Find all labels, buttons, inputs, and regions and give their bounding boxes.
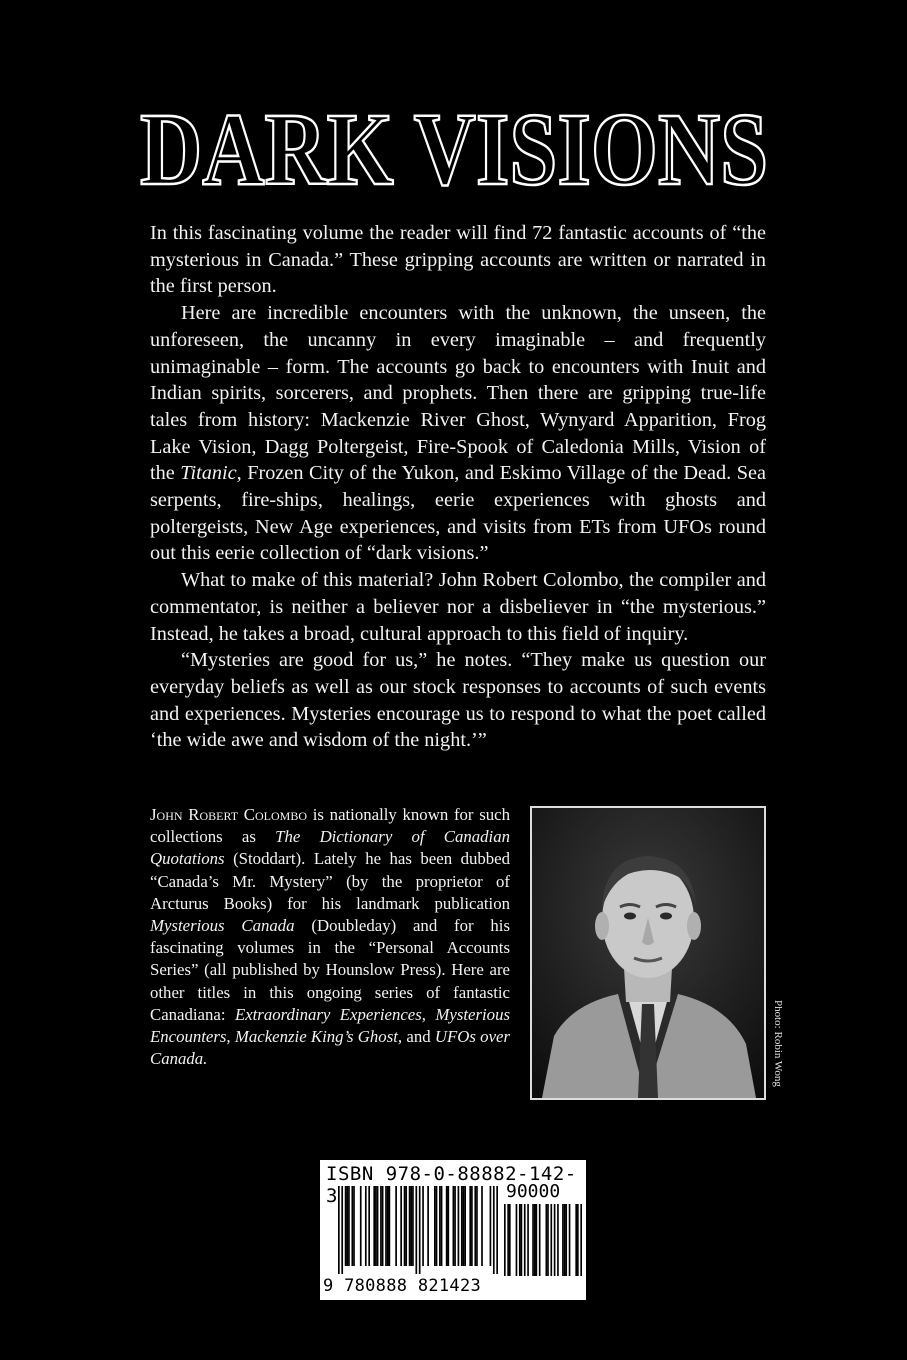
addon-bar [550, 1204, 552, 1276]
barcode-bar [377, 1186, 379, 1266]
barcode-bar [410, 1186, 412, 1266]
isbn-label: ISBN 978-0-88882-142-3 [326, 1163, 577, 1207]
addon-bars [504, 1204, 582, 1276]
addon-bar [577, 1204, 579, 1276]
barcode-bar [490, 1186, 492, 1266]
price-code: 90000 [506, 1181, 561, 1202]
barcode-bar [395, 1186, 397, 1266]
barcode-bar [447, 1186, 449, 1266]
addon-bar [516, 1204, 518, 1276]
barcode-bar [454, 1186, 456, 1266]
barcode-bar [469, 1186, 471, 1266]
bio-text-segment: Extraordinary Experiences, Mysterious Encounters, Mackenzie King’s Ghost, [150, 1004, 510, 1047]
barcode-bar [373, 1186, 375, 1266]
barcode-bar [474, 1186, 476, 1266]
barcode-bar [400, 1186, 402, 1266]
barcode-bar [446, 1186, 448, 1266]
addon-bar [565, 1204, 567, 1276]
addon-bar [509, 1204, 511, 1276]
description-text-segment: Titanic, [180, 462, 242, 485]
barcode-bar [422, 1186, 424, 1266]
addon-bar [536, 1204, 538, 1276]
barcode-bar [476, 1186, 478, 1266]
barcode-bar [436, 1186, 438, 1266]
addon-bar [557, 1204, 559, 1276]
description-paragraph-4 [150, 647, 766, 754]
addon-bar [564, 1204, 566, 1276]
description-text-segment: What to make of this material? John Robert Colombo, the compiler and commentator, is neither a believer nor a disbeliever in “the mysterious.” Instead, he takes a broad, cultural approach to this field of inquiry. [150, 569, 766, 645]
bio-text-segment: UFOs over Canada. [150, 1027, 511, 1069]
barcode-bar [341, 1186, 343, 1274]
author-bio-text [150, 804, 510, 1070]
description-paragraph-1 [150, 220, 766, 300]
addon-bar [545, 1204, 547, 1276]
barcode-bar [493, 1186, 495, 1274]
barcode-bar [441, 1186, 443, 1266]
addon-bar [527, 1204, 529, 1276]
addon-bar [580, 1204, 582, 1276]
bio-text-segment: (Doubleday) and for his fascinating volumes in the “Personal Accounts Series” (all published by Hounslow Press). Here are other titles in this ongoing series of fantastic Canadiana: [150, 916, 510, 1024]
barcode-bar [404, 1186, 406, 1266]
addon-bar [539, 1204, 541, 1276]
barcode-bar [427, 1186, 429, 1266]
barcode-bar [419, 1186, 421, 1274]
barcode-bar [365, 1186, 367, 1266]
barcode-bar [382, 1186, 384, 1266]
bio-text-segment: and [402, 1027, 435, 1047]
barcode-bar [385, 1186, 387, 1266]
barcode-bar [353, 1186, 355, 1266]
barcode-bar [345, 1186, 347, 1266]
barcode-bar [351, 1186, 353, 1266]
book-title-text: DARK VISIONS [140, 92, 768, 207]
description-text-segment: “Mysteries are good for us,” he notes. “They make us question our everyday beliefs as well as our stock responses to accounts of such events and experiences. Mysteries encourage us to respond to what the poet called ‘the wide awe and wisdom of the night.’” [150, 649, 766, 752]
author-photo [530, 806, 766, 1100]
barcode-bar [471, 1186, 473, 1266]
bio-text-segment: The Dictionary of Canadian Quotations [150, 827, 510, 869]
barcode-bar [434, 1186, 436, 1266]
barcode-bar [461, 1186, 463, 1266]
book-title [138, 92, 770, 207]
barcode-bar [463, 1186, 465, 1266]
addon-bar [562, 1204, 564, 1276]
description-text-segment: Frozen City of the Yukon, and Eskimo Village of the Dead. Sea serpents, fire-ships, healings, eerie experiences with ghosts and poltergeists, New Age experiences, and visits from ETs from UFOs round out this eerie collection of “dark visions.” [150, 462, 766, 565]
barcode-bar [496, 1186, 498, 1274]
barcode-bar [409, 1186, 411, 1266]
barcode-bar [415, 1186, 417, 1274]
description-paragraph-2 [150, 300, 766, 567]
barcode-bar [453, 1186, 455, 1266]
barcode-bar [338, 1186, 340, 1274]
addon-bar [547, 1204, 549, 1276]
barcode-bar [464, 1186, 466, 1266]
addon-bar [521, 1204, 523, 1276]
addon-bar [575, 1204, 577, 1276]
barcode-bar [348, 1186, 350, 1266]
author-bio [150, 804, 510, 1070]
ean-bars [338, 1186, 498, 1274]
description-text-segment: Here are incredible encounters with the unknown, the unseen, the unforeseen, the uncanny in every imaginable – and frequently unimaginable – form. The accounts go back to encounters with Inuit and Indian spirits, sorcerers, and prophets. Then there are gripping true-life tales from history: Mackenzie River Ghost, Wynyard Apparition, Frog Lake Vision, Dagg Poltergeist, Fire-Spook of Caledonia Mills, Vision of the [150, 302, 766, 485]
addon-bar [569, 1204, 571, 1276]
addon-bar [532, 1204, 534, 1276]
barcode-bar [405, 1186, 407, 1266]
bio-text-segment: John Robert Colombo [150, 805, 308, 824]
bio-text-segment: is nationally known for such collections as [150, 805, 511, 847]
barcode-bar [412, 1186, 414, 1266]
addon-bar [504, 1204, 506, 1276]
addon-bar [519, 1204, 521, 1276]
back-cover-description [150, 220, 766, 754]
isbn-barcode [320, 1160, 586, 1300]
bio-text-segment: (Stoddart). Lately he has been dubbed “Canada’s Mr. Mystery” (by the proprietor of Arcturus Books) for his landmark publication [150, 849, 510, 913]
description-text-segment: In this fascinating volume the reader will find 72 fantastic accounts of “the mysterious in Canada.” These gripping accounts are written or narrated in the first person. [150, 222, 766, 298]
addon-bar [554, 1204, 556, 1276]
barcode-bar [375, 1186, 377, 1266]
barcode-bar [458, 1186, 460, 1266]
addon-bar [524, 1204, 526, 1276]
barcode-bar [380, 1186, 382, 1266]
addon-bar [507, 1204, 509, 1276]
description-paragraph-3 [150, 567, 766, 647]
ean-digits: 9 780888 821423 [323, 1276, 482, 1296]
barcode-bar [368, 1186, 370, 1266]
barcode-bar [346, 1186, 348, 1266]
barcode-bar [481, 1186, 483, 1266]
addon-bar [534, 1204, 536, 1276]
barcode-bar [360, 1186, 362, 1266]
barcode-bar [439, 1186, 441, 1266]
photo-credit: Photo: Robin Wong [772, 1000, 784, 1087]
barcode-bar [387, 1186, 389, 1266]
bio-text-segment: Mysterious Canada [150, 916, 295, 936]
barcode-bar [389, 1186, 391, 1266]
